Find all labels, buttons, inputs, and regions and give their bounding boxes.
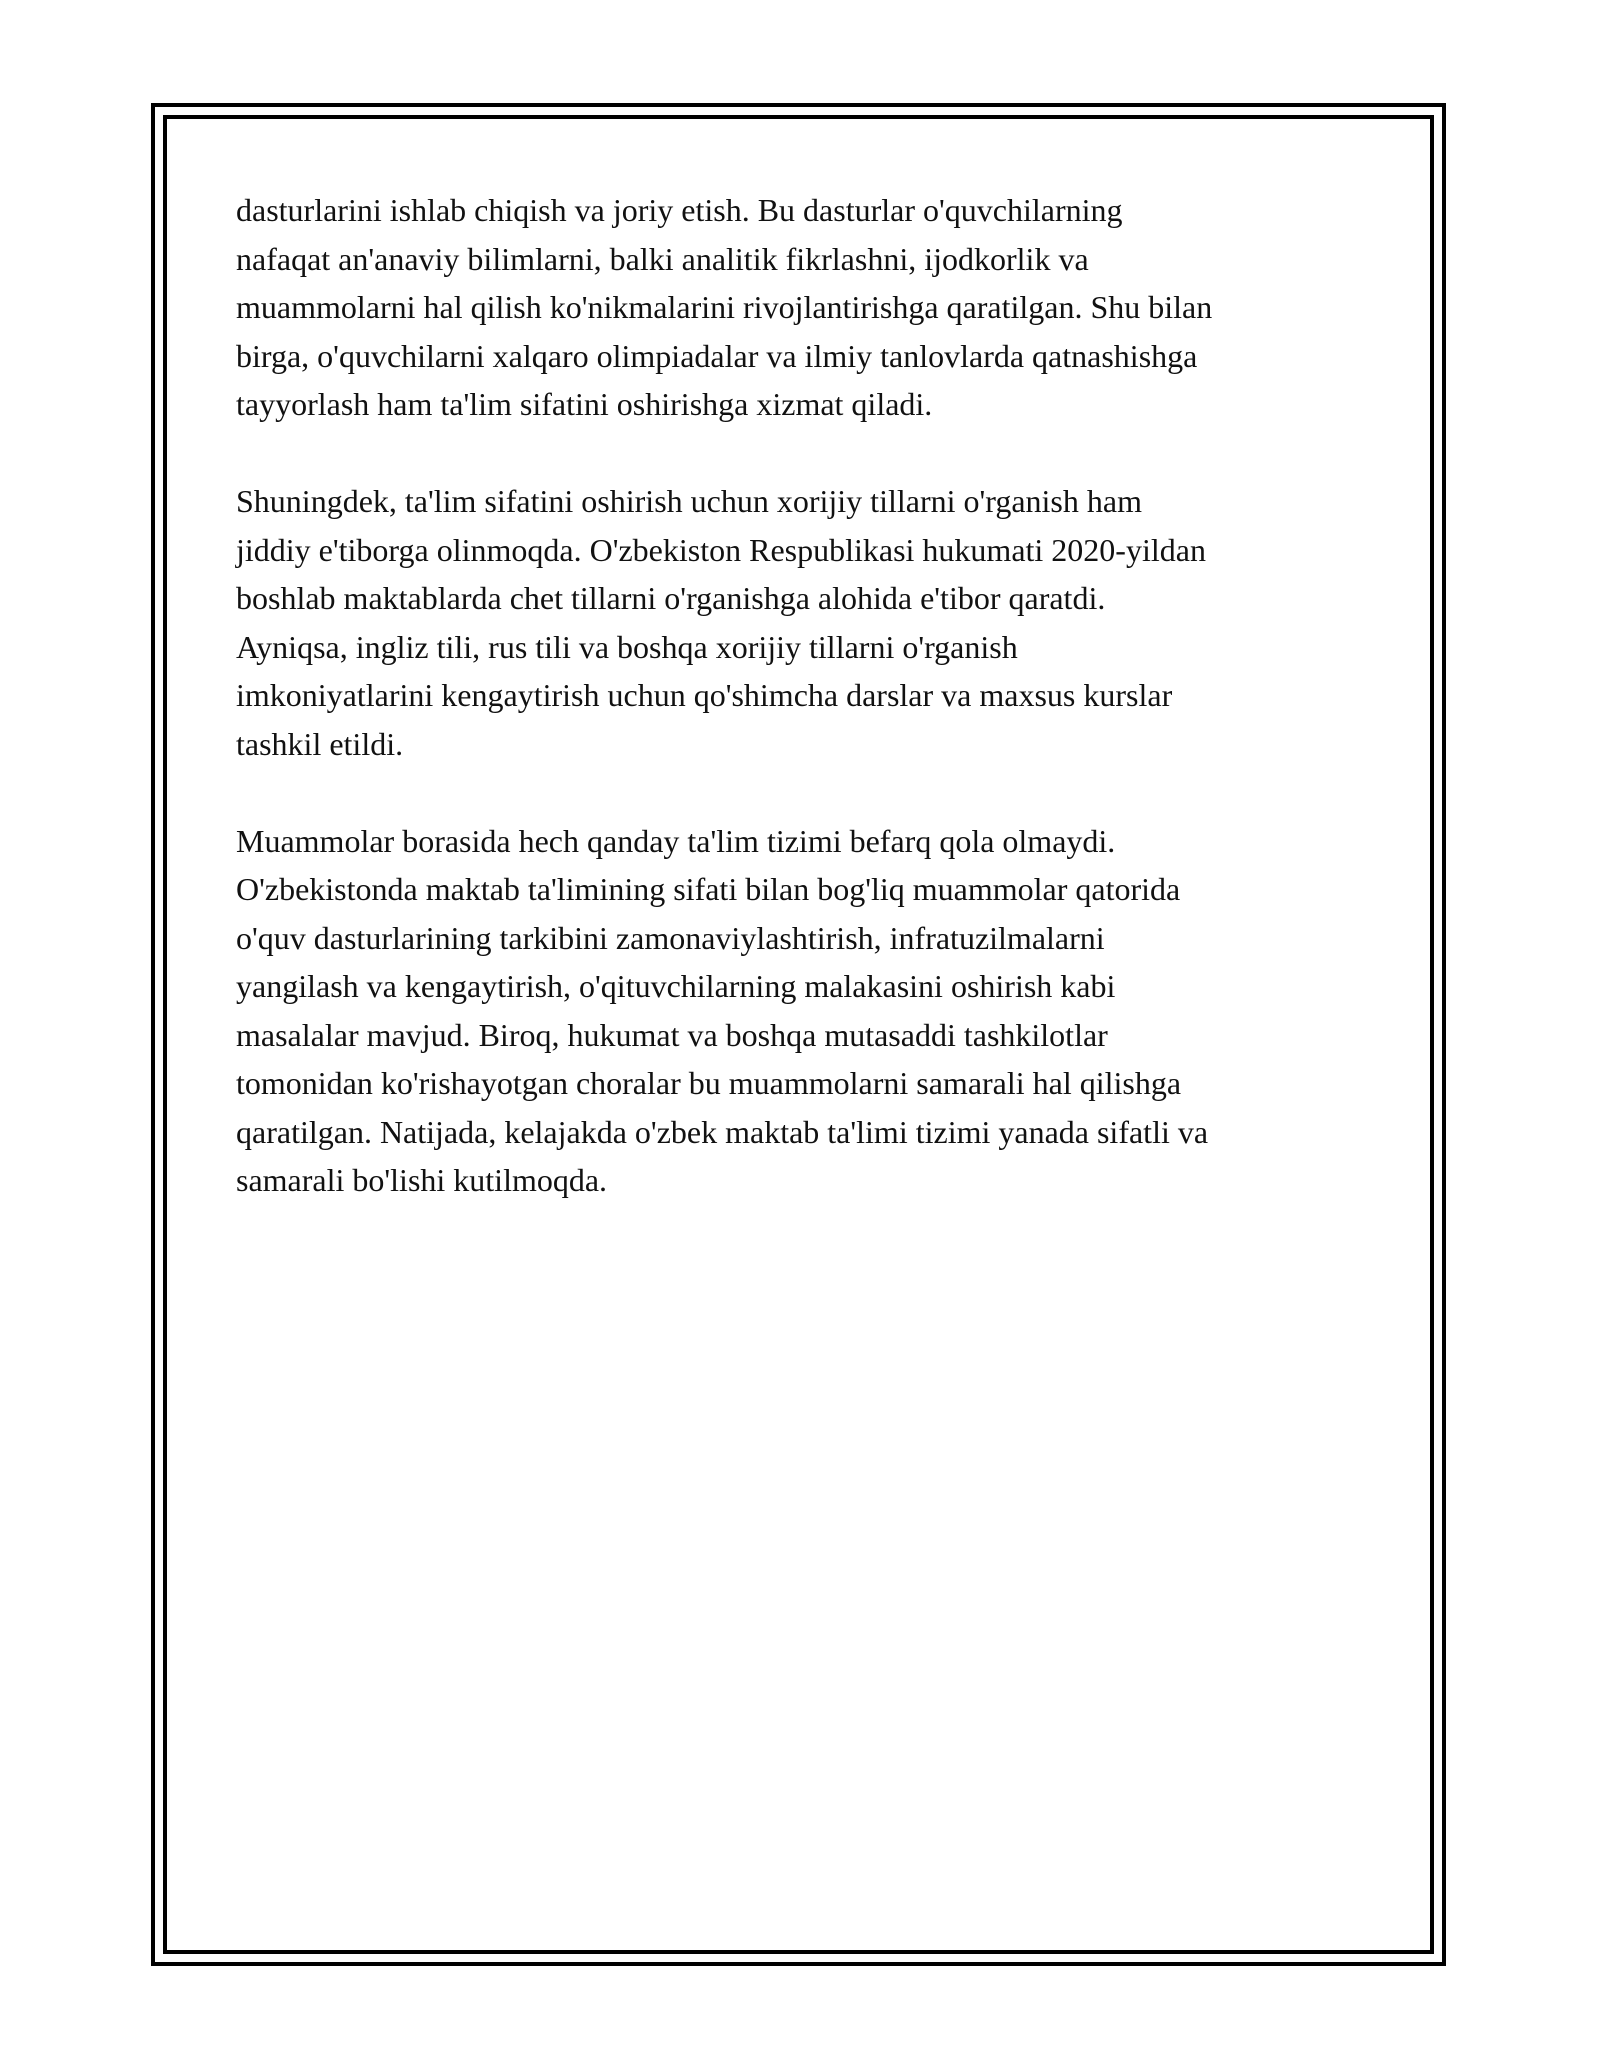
text-line: tomonidan ko'rishayotgan choralar bu muammolarni samarali hal qilishga [236,1065,1182,1101]
text-line: samarali bo'lishi kutilmoqda. [236,1162,608,1198]
text-line: Ayniqsa, ingliz tili, rus tili va boshqa xorijiy tillarni o'rganish [236,628,1018,665]
document-body [236,186,1366,1253]
text-line: qaratilgan. Natijada, kelajakda o'zbek maktab ta'limi tizimi yanada sifatli va [236,1113,1209,1150]
paragraph-3 [236,817,1366,1205]
text-line: O'zbekistonda maktab ta'limining sifati bilan bog'liq muammolar qatorida [236,871,1181,907]
text-line: birga, o'quvchilarni xalqaro olimpiadalar va ilmiy tanlovlarda qatnashishga [236,337,1198,374]
text-line: Muammolar borasida hech qanday ta'lim tizimi befarq qola olmaydi. [236,822,1116,859]
text-line: dasturlarini ishlab chiqish va joriy etish. Bu dasturlar o'quvchilarning [236,192,1123,228]
text-line: jiddiy e'tiborga olinmoqda. O'zbekiston Respublikasi hukumati 2020-yildan [236,531,1206,568]
text-line: muammolarni hal qilish ko'nikmalarini rivojlantirishga qaratilgan. Shu bilan [236,289,1213,325]
text-line: tayyorlash ham ta'lim sifatini oshirishga xizmat qiladi. [236,386,933,422]
text-line: Shuningdek, ta'lim sifatini oshirish uchun xorijiy tillarni o'rganish ham [236,483,1142,519]
text-line: tashkil etildi. [236,725,404,762]
text-line: imkoniyatlarini kengaytirish uchun qo'shimcha darslar va maxsus kurslar [236,677,1173,713]
paragraph-2 [236,477,1366,768]
paragraph-1 [236,186,1366,429]
text-line: boshlab maktablarda chet tillarni o'rganishga alohida e'tibor qaratdi. [236,580,1106,616]
text-line: yangilash va kengaytirish, o'qituvchilarning malakasini oshirish kabi [236,968,1116,1004]
text-line: o'quv dasturlarining tarkibini zamonaviylashtirish, infratuzilmalarni [236,919,1105,956]
text-line: nafaqat an'anaviy bilimlarni, balki analitik fikrlashni, ijodkorlik va [236,240,1089,277]
text-line: masalalar mavjud. Biroq, hukumat va boshqa mutasaddi tashkilotlar [236,1016,1108,1053]
